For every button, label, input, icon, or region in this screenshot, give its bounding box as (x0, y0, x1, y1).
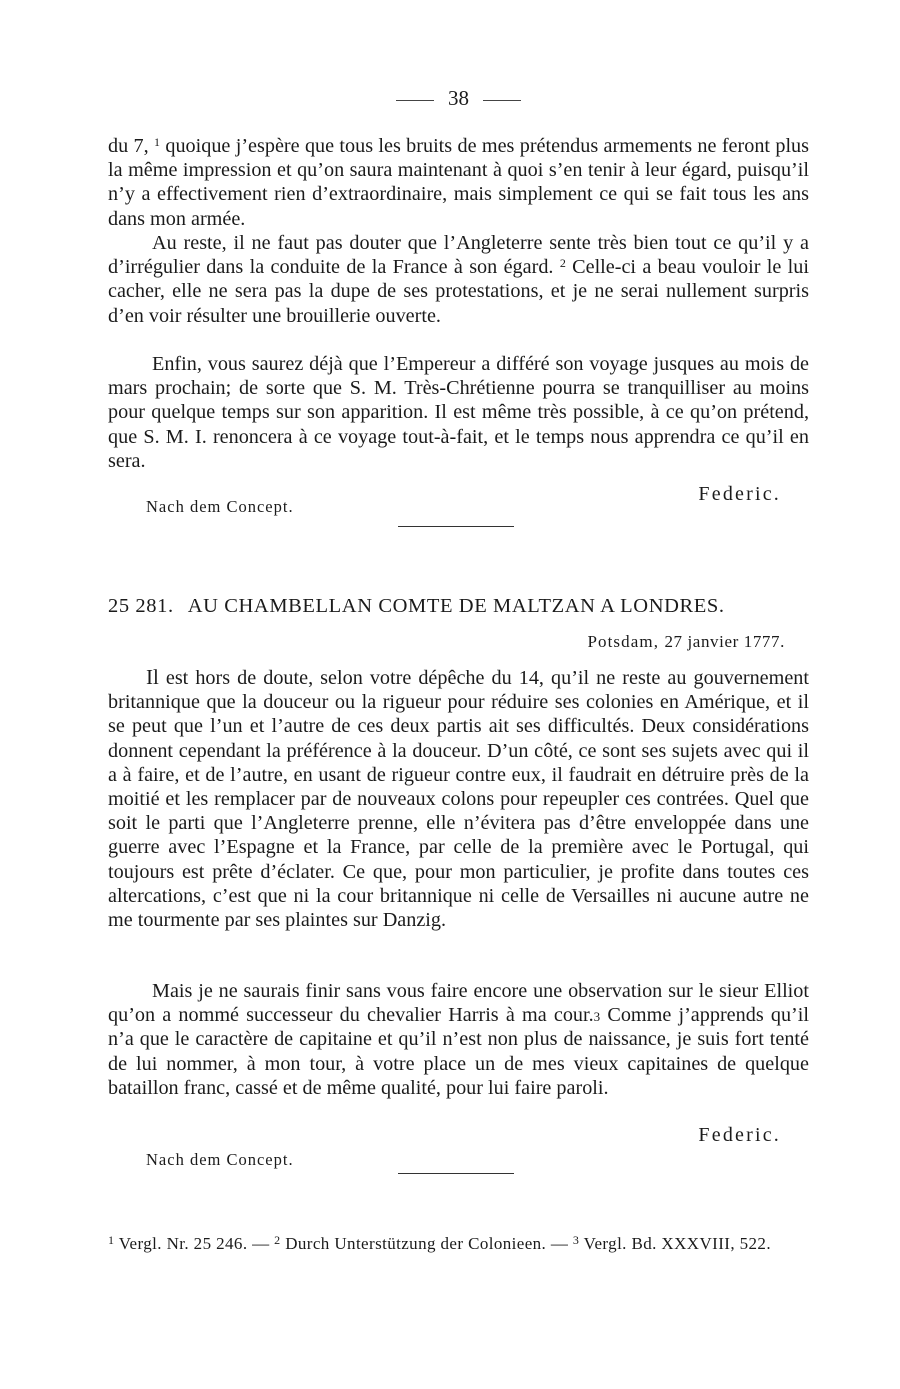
footnote-3 (573, 1234, 771, 1253)
section-divider-1 (398, 526, 514, 527)
page-number: 38 (448, 86, 469, 110)
letter-2-paragraph-1-text: est hors de doute, selon votre dépêche du 14, qu’il ne reste au gouvernement britannique que la douceur ou la rigueur pour réduire ses colonies en Amérique, et il se peut que l’un et l’autre de ces deux partis ait ses difficultés. Deux considérations donnent cependant la préférence à la douceur. D’un côté, ce sont ses sujets avec qui il a à faire, et de l’autre, en usant de rigueur contre eux, il faudrait en détruire près de la moitié et les remplacer par de nouveaux colons pour repeupler ces contrées. Quel que soit le parti que l’Angleterre prenne, elle n’évitera pas d’être enveloppée dans une guerre avec l’Espagne et la France, par celle de la première avec le Portugal, qui toujours est prête d’éclater. Ce que, pour mon particulier, je profite dans toutes ces altercations, c’est que ni la cour britannique ni celle de Versailles ni aucune autre ne me tourmente par ses plaintes sur Danzig. (108, 667, 809, 932)
letter-1-paragraph-1-rest: quoique j’espère que tous les bruits de mes prétendus armements ne feront plus la même impression et qu’on saura maintenant à quoi s’en tenir à leur égard, puisqu’il n’y a effectivement rien d’extraordinaire, mais simplement ce qui se fait tous les ans dans mon armée. (108, 135, 810, 230)
letter-2-place: Potsdam, (587, 632, 660, 651)
letter-2-number: 25 281. (108, 595, 174, 617)
letter-1-paragraph-2-start: Au reste, il ne faut pas douter que l’Angleterre sente très bien tout ce qu’il y a d’irrégulier dans la conduite de la France à son égard. (108, 232, 809, 279)
running-head-dash-right (483, 100, 521, 101)
letter-2-heading (108, 595, 809, 618)
letter-2-source-note: Nach dem Concept. (146, 1150, 294, 1169)
letter-2-initial: Il (146, 665, 159, 689)
footnote-1 (108, 1234, 274, 1253)
running-head (108, 86, 809, 111)
letter-2-date: 27 janvier 1777. (664, 632, 785, 651)
section-divider-2 (398, 1173, 514, 1174)
book-page (108, 0, 809, 1389)
footnote-1-text: Vergl. Nr. 25 246. — (114, 1234, 275, 1253)
letter-2-dateline (587, 632, 785, 652)
footnote-2-text: Durch Unterstützung der Colonieen. — (280, 1234, 573, 1253)
letter-1-paragraph-1 (108, 134, 809, 231)
letter-2-signature: Federic. (698, 1124, 781, 1146)
letter-2-paragraph-1 (108, 665, 809, 932)
letter-1-paragraph-2-rest: Celle-ci a beau vouloir le lui cacher, elle ne sera pas la dupe de ses protestations, et je ne serai nullement surpris d’en voir résulter une brouillerie ouverte. (108, 256, 809, 327)
footnote-2 (274, 1234, 573, 1253)
letter-2-paragraph-2-start: Mais je ne saurais finir sans vous faire encore une observation sur le sieur Elliot qu’on a nommé successeur du chevalier Harris à ma cour. (108, 980, 809, 1027)
letter-2-paragraph-2 (108, 979, 809, 1100)
footnote-1-mark: 1 (108, 1233, 115, 1247)
footnote-ref-2: 2 (559, 256, 566, 271)
footnote-ref-1: 1 (154, 135, 161, 149)
letter-1-paragraph-1-start: du 7, (108, 135, 149, 157)
letter-2-title: AU CHAMBELLAN COMTE DE MALTZAN A LONDRES. (187, 595, 725, 617)
footnotes (108, 1233, 809, 1255)
letter-1-source-note: Nach dem Concept. (146, 497, 294, 516)
letter-1-signature: Federic. (698, 483, 781, 505)
footnote-ref-3: 3 (593, 1009, 601, 1025)
running-head-dash-left (396, 100, 434, 101)
letter-1-paragraph-2 (108, 231, 809, 328)
footnote-3-text: Vergl. Bd. XXXVIII, 522. (579, 1234, 771, 1253)
letter-1-paragraph-3: Enfin, vous saurez déjà que l’Empereur a différé son voyage jusques au mois de mars prochain; de sorte que S. M. Très-Chrétienne pourra se tranquilliser au moins pour quelque temps sur son apparition. Il est même très possible, à ce qu’on prétend, que S. M. I. renoncera à ce voyage tout-à-fait, et le temps nous apprendra ce qu’il en sera. (108, 353, 809, 472)
footnote-3-mark: 3 (572, 1233, 580, 1247)
letter-2-paragraph-2-rest: Comme j’apprends qu’il n’a que le caractère de capitaine et qu’il n’est non plus de naissance, je suis fort tenté de lui nommer, à mon tour, à votre place un de mes vieux capitaines de quelque bataillon franc, cassé et de même qualité, pour lui faire paroli. (108, 1004, 809, 1099)
footnote-2-mark: 2 (274, 1233, 281, 1247)
